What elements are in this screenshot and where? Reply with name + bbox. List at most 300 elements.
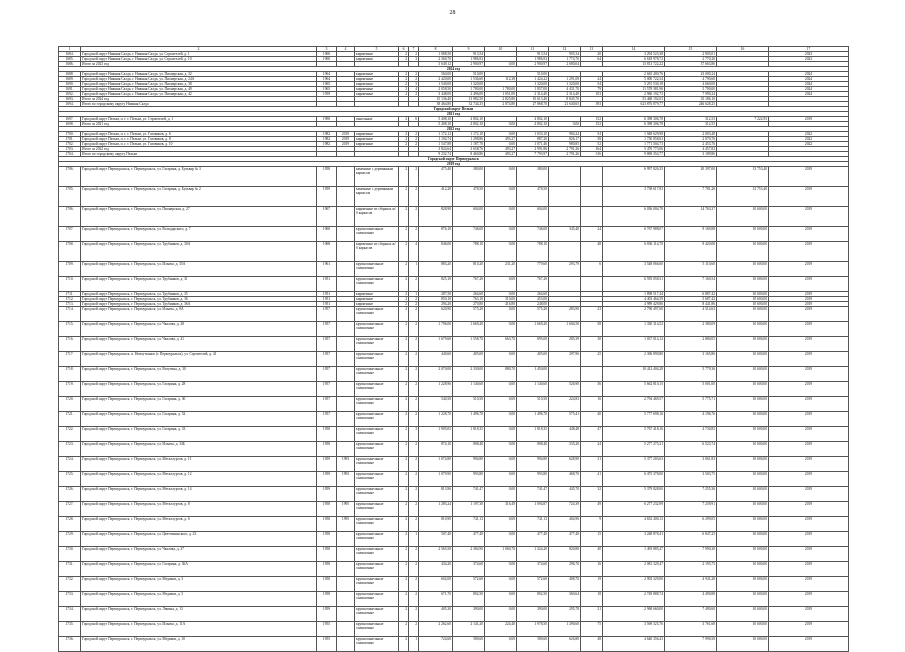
table-cell: 2 [409,322,419,337]
table-cell: 1 197,30 [453,502,485,517]
table-cell: 5 000 722,54 [603,77,665,82]
table-cell: 1715. [59,322,81,337]
table-cell: 493,27 [485,137,517,142]
table-cell: 1 [409,532,419,547]
table-cell: 1 320,00 [517,82,549,87]
table-cell [581,367,603,382]
section-heading: 2022 год [59,127,849,132]
table-cell: 1686. [59,62,81,67]
table-cell: 3 [399,87,409,92]
table-cell: 2 [399,82,409,87]
table-cell: 6 887,42 [665,292,717,297]
column-header: 3 [317,47,337,52]
table-cell: 408,70 [549,577,581,592]
table-cell: 231,20 [485,262,517,277]
table-row [59,592,849,607]
table-cell: 0,00 [485,307,517,322]
table-cell: 6 475 378,00 [603,472,665,487]
table-cell: 58 [581,322,603,337]
table-row [59,457,849,472]
table-cell: 6 847,25 [665,532,717,547]
table-cell: 2022 [769,137,849,142]
table-cell: 0,00 [485,187,517,207]
table-cell: 2019 [769,637,849,652]
table-cell: 7 160,54 [665,277,717,292]
table-cell: 2 [409,92,419,97]
table-cell: 10 600,00 [717,242,769,262]
table-cell [337,622,355,637]
table-cell: 2 193,75 [665,562,717,577]
table-cell: 316,49 [485,502,517,517]
table-cell: 0,00 [485,62,517,67]
table-cell: 468,70 [549,472,581,487]
table-cell: 1719. [59,382,81,397]
table-cell: крупнопанельные силикатные [355,322,399,337]
table-cell: 10 600,00 [717,297,769,302]
table-cell: 2019 [769,277,849,292]
table-row [59,562,849,577]
table-cell: 4 [409,87,419,92]
table-cell: 1 857,00 [517,87,549,92]
table-cell: 1959 [317,472,337,487]
table-cell: 2019 [769,472,849,487]
table-cell: 0,00 [485,487,517,502]
table-cell: 0,00 [485,142,517,147]
table-cell: 1 496,70 [453,412,485,427]
table-cell: 913,54 [517,52,549,57]
table-cell: 10 600,00 [717,227,769,242]
table-cell: Городской округ Нижняя Салда, г. Нижняя Салда, ул. Пионерская, д. 32 [81,72,317,77]
table-cell: Городской округ Нижняя Салда, г. Нижняя Салда, ул. Строителей, д. 10 [81,57,317,62]
table-cell: 75 [581,622,603,637]
table-cell: крупнопанельные силикатные [355,227,399,242]
section-heading: 2019 год [59,162,849,167]
table-cell: 264,60 [453,292,485,297]
table-cell: 3 658,76 [453,147,485,152]
table-cell: 53 468 192,03 [603,97,665,102]
table-cell: 2 [409,297,419,302]
table-cell: 2 [399,592,409,607]
table-cell: 8 441,86 [665,302,717,307]
table-cell: 2 [399,517,409,532]
table-cell: 826,17 [549,137,581,142]
table-cell: 1957 [317,337,337,352]
column-header: 5 [355,47,399,52]
table-cell: 1702. [59,142,81,147]
table-cell: 4 790,60 [665,77,717,82]
table-cell: 2 [409,132,419,137]
table-cell: 2019 [769,262,849,277]
table-cell: кирпичные [355,57,399,62]
table-cell: 1705. [59,187,81,207]
table-cell: 2 306 890,80 [603,352,665,367]
table-cell: крупнопанельные силикатные [355,607,399,622]
table-cell [581,167,603,187]
table-cell: 1995 [337,517,355,532]
table-cell: 9 869 354,77 [603,152,665,157]
table-cell: 580,60 [517,637,549,652]
table-cell: 2 [409,277,419,292]
table-cell: Городской округ Первоуральск, г. Первоуральск, ул. Пионерская, д. 27 [81,207,317,227]
table-cell: 1704. [59,152,81,157]
table-cell [337,592,355,607]
table-cell: 1982 [317,142,337,147]
table-cell: 1 060,70 [485,547,517,562]
table-cell: 23 [581,307,603,322]
section-heading: 2021 год [59,112,849,117]
table-cell: 1 228,96 [419,382,453,397]
table-cell: 1 285,24 [419,502,453,517]
table-cell: 393 [581,102,603,107]
table-cell: Итого за 2022 год [81,147,317,152]
table-cell: Городской округ Первоуральск, г. Первоуральск, ул. Трубников, д. 36А [81,302,317,307]
table-cell: 2 420,00 [419,77,453,82]
page-number: 28 [449,10,456,16]
table-cell: 2 360,70 [419,57,453,62]
table-cell: 2 [399,352,409,367]
table-cell: Городской округ Первоуральск, г. Первоуральск, ул. Металлургов, д. 6 [81,517,317,532]
table-cell: 2 [409,457,419,472]
column-header: 11 [517,47,549,52]
table-cell: 1716. [59,337,81,352]
table-cell: 32 [581,487,603,502]
table-cell: 2 384,90 [453,547,485,562]
table-cell: 1693. [59,97,81,102]
table-cell: крупнопанельные силикатные [355,577,399,592]
table-cell: 4 196,76 [665,412,717,427]
table-cell: 2019 [769,517,849,532]
table-cell: каменные с деревянным каркасом [355,187,399,207]
table-cell: 2019 [337,137,355,142]
table-cell: 13 813 722,22 [603,62,665,67]
table-cell [337,307,355,322]
table-cell: 2 [399,57,409,62]
table-cell: 0,00 [485,577,517,592]
table-cell: 1 074,80 [419,457,453,472]
table-cell: Городской округ Первоуральск, г. Первоуральск, ул. Гагарина, д. 30 [81,397,317,412]
table-cell: 5 379 828,00 [603,487,665,502]
table-body [59,47,849,652]
table-cell: 295,78 [549,607,581,622]
table-cell: 2019 [769,412,849,427]
column-header: 14 [603,47,665,52]
table-cell: 5 408,10 [419,122,453,127]
table-cell: 270,80 [453,302,485,307]
table-cell: 2 [409,167,419,187]
table-cell: 2 [409,412,419,427]
table-cell: 2 790 497,60 [603,307,665,322]
table-row [59,277,849,292]
table-cell: 1957 [317,352,337,367]
table-cell: 5 277 275,21 [603,442,665,457]
table-cell: 2 [409,137,419,142]
table-cell: 2 [409,397,419,412]
table-cell: 1958 [317,517,337,532]
table-cell: 4 802,10 [517,122,549,127]
table-cell: 1709. [59,262,81,277]
table-cell: 2 [409,517,419,532]
table-cell: 9 [581,517,603,532]
table-cell: 64 [581,57,603,62]
table-cell: 6 523,74 [665,442,717,457]
table-cell: 2019 [769,352,849,367]
table-cell: 21 640,65 [549,102,581,107]
table-cell: 5 470 773,06 [603,147,665,152]
table-cell: 1 187,70 [453,142,485,147]
table-cell: 1964 [317,77,337,82]
table-cell: 913,54 [453,52,485,57]
table-cell: 1728. [59,517,81,532]
table-cell: 1 172,10 [453,132,485,137]
table-cell: 2 [399,52,409,57]
table-cell: 1706. [59,207,81,227]
table-cell: 49 [581,502,603,517]
table-cell: 2023 [769,52,849,57]
table-cell: 1 986,93 [453,57,485,62]
table-cell: 510,00 [453,72,485,77]
table-cell: 883,20 [419,262,453,277]
table-cell: 0,00 [485,562,517,577]
table-row [59,167,849,187]
table-cell: крупнопанельные силикатные [355,532,399,547]
table-cell: 283,90 [549,307,581,322]
table-cell: 1 140,60 [517,382,549,397]
table-cell: крупнопанельные силикатные [355,352,399,367]
table-cell: 2 [399,562,409,577]
table-cell: 248,00 [517,302,549,307]
table-cell: 10 600,00 [717,472,769,487]
table-cell: 2 058,50 [419,87,453,92]
table-cell: 9 232,74 [419,152,453,157]
table-cell: 2019 [769,457,849,472]
table-cell: кирпичные из сборных ж/б каркасов [355,207,399,227]
table-cell: 802,50 [517,592,549,607]
table-cell: кирпичные [355,52,399,57]
column-header: 12 [549,47,581,52]
table-cell: 35 186,10 [665,97,717,102]
table-cell [337,607,355,622]
table-cell: 2 [409,607,419,622]
column-header: 6 [399,47,409,52]
table-cell [549,207,581,227]
table-cell: 47 [581,427,603,442]
table-cell: 1958 [317,502,337,517]
table-cell: 2 [409,302,419,307]
table-cell: 2 565,50 [419,547,453,562]
table-row [59,397,849,412]
table-cell: 1959 [317,187,337,207]
table-cell: 1 978,50 [517,622,549,637]
table-cell: 2023 [769,57,849,62]
table-cell: 6 997 826,35 [603,167,665,187]
table-cell [337,187,355,207]
table-cell: 1 228,70 [419,412,453,427]
table-cell: кирпичные [355,132,399,137]
table-cell: 1 604,50 [549,322,581,337]
table-cell: Городской округ Первоуральск, г. Первоуральск, ул. Трубников, д. 31 [81,277,317,292]
table-cell: 1955 [317,622,337,637]
table-cell: 3 294 523,38 [603,52,665,57]
table-cell: 2 [399,242,409,262]
table-cell: 5 779,36 [665,367,717,382]
column-header: 9 [453,47,485,52]
table-cell: 493,27 [485,147,517,152]
table-cell: 285,39 [549,337,581,352]
table-cell: 10 600,00 [717,337,769,352]
table-cell: Городской округ Нижняя Салда, г. Нижняя Салда, ул. Пионерская, д. 38 [81,82,317,87]
table-cell: 1721. [59,412,81,427]
table-cell: 825,10 [419,277,453,292]
table-cell: 2 003,48 [665,132,717,137]
table-cell: 1 948 629,98 [603,132,665,137]
table-cell: 1 [409,262,419,277]
column-header: 2 [81,47,317,52]
table-cell [581,187,603,207]
table-cell: 2 [399,322,409,337]
table-cell: 2 [409,502,419,517]
table-cell: 1 750 858,03 [603,137,665,142]
table-cell: Городской округ Пелым, п. г. т. Пелым, ул. Газовиков, д. 10 [81,142,317,147]
table-cell: 0,00 [485,382,517,397]
table-cell: 575,20 [453,307,485,322]
table-cell: 10 600,00 [717,207,769,227]
table-cell: Городской округ Первоуральск, г. Первоуральск, ул. Медиков, д. 5 [81,592,317,607]
table-cell: 1982 [317,132,337,137]
table-cell: 2024 [769,87,849,92]
table-cell: 1967 [317,207,337,227]
table-cell: 297,96 [549,352,581,367]
table-cell: 1694. [59,102,81,107]
table-cell: Городской округ Первоуральск, г. Первоуральск, ул. Гагарина, д. 33 [81,427,317,442]
table-cell: 2 [409,142,419,147]
table-cell: 2019 [769,532,849,547]
table-cell: 1958 [317,547,337,562]
table-cell: 1993 [337,457,355,472]
table-cell: 10 600,00 [717,367,769,382]
table-cell: 828,90 [419,207,453,227]
table-cell: 1 172,12 [419,132,453,137]
table-cell: 1 558,70 [453,337,485,352]
table-cell: 4 640 356,43 [603,637,665,652]
table-cell: 224,83 [549,397,581,412]
table-cell [337,262,355,277]
table-cell [337,397,355,412]
table-cell: 2 794 469,57 [603,397,665,412]
table-cell: 2 [399,262,409,277]
table-row [59,412,849,427]
table-cell: крупнопанельные силикатные [355,442,399,457]
table-cell: 1 496,70 [517,412,549,427]
table-cell: 2 900,97 [453,62,485,67]
table-cell: 48 [581,637,603,652]
table-cell: Городской округ Первоуральск, г. Первоуральск, ул. Ильича, д. 8А [81,307,317,322]
table-cell: крупнопанельные силикатные [355,637,399,652]
table-cell: 6 618 978,72 [603,57,665,62]
table-cell: 1726. [59,487,81,502]
table-cell: 510,50 [517,397,549,412]
table-cell: 874,10 [419,442,453,457]
table-cell: кирпичные [355,297,399,302]
table-cell: 10 600,00 [717,502,769,517]
table-cell: 5 408,10 [419,117,453,122]
table-cell: 724,39 [549,502,581,517]
table-cell [337,207,355,227]
table-cell: 1959 [317,487,337,502]
table-cell: 1 104,74 [419,137,453,142]
table-cell: 1 450,00 [517,367,549,382]
table-cell: 779,60 [517,262,549,277]
table-cell: 1 493 885,47 [603,547,665,562]
table-cell: крупнопанельные силикатные [355,382,399,397]
table-cell: 4 514,63 [665,307,717,322]
table-cell: Городской округ Первоуральск, г. Первоуральск, ул. Медиков, д. 3 [81,577,317,592]
table-cell: 1 424,22 [517,77,549,82]
table-cell: 2 330,00 [453,367,485,382]
table-cell: Городской округ Первоуральск, п. Новоуткинск (г. Первоуральск), ул. Строителей, д. 41 [81,352,317,367]
table-cell: 1 679,60 [419,337,453,352]
table-cell: Городской округ Первоуральск, г. Первоуральск, ул. Медиков, д. 10 [81,637,317,652]
table-cell: 1965 [317,87,337,92]
table-cell: Городской округ Пелым, п. г. т. Пелым, ул. Газовиков, д. 6 [81,132,317,137]
table-cell: 2019 [769,297,849,302]
table-cell: 575,41 [549,412,581,427]
table-cell: 390,00 [453,607,485,622]
table-cell [337,227,355,242]
table-cell: 1 536,60 [453,77,485,82]
table-cell: 0,00 [549,122,581,127]
table-cell: крупнопанельные силикатные [355,547,399,562]
table-cell: 3 738 617,83 [603,187,665,207]
table-cell: 10 600,00 [717,397,769,412]
table-cell: 32 744,35 [453,102,485,107]
table-cell: 2 262,60 [419,622,453,637]
table-cell: 16 [581,562,603,577]
table-cell: 2 [399,457,409,472]
table-cell: панельные [355,117,399,122]
table-cell: кирпичные [355,302,399,307]
table-cell: 763,10 [453,297,485,302]
table-cell: крупнопанельные силикатные [355,502,399,517]
table-cell: 10 600,00 [717,592,769,607]
table-cell: 2 [409,307,419,322]
table-cell: 40 [581,547,603,562]
table-cell: 767,20 [517,277,549,292]
table-cell: 1951 [317,302,337,307]
table-cell: 2 770,20 [665,57,717,62]
table-cell: Городской округ Первоуральск, г. Первоуральск, ул. Ильича, д. 34Б [81,442,317,457]
table-cell: 1722. [59,427,81,442]
table-cell [337,547,355,562]
table-cell: 526,90 [549,382,581,397]
table-cell: 2019 [769,562,849,577]
table-cell: Городской округ Нижняя Салда, г. Нижняя Салда, ул. Пионерская, д. 24А [81,77,317,82]
table-cell: 2 [399,117,409,122]
table-cell: 741,47 [453,487,485,502]
table-cell: 478,50 [453,187,485,207]
table-cell: 296,70 [549,562,581,577]
table-cell: 887,20 [517,137,549,142]
table-cell: 4 490,88 [665,592,717,607]
table-cell: 1 330 314,52 [603,322,665,337]
table-cell: 1732. [59,577,81,592]
table-cell: 1958 [317,167,337,187]
table-cell: 7 990,30 [665,547,717,562]
table-cell: 1951 [317,292,337,297]
table-cell: 6 767 988,07 [603,227,665,242]
table-cell: 2022 [769,132,849,137]
table-cell: 802,50 [453,592,485,607]
table-cell: 1 818,35 [517,427,549,442]
